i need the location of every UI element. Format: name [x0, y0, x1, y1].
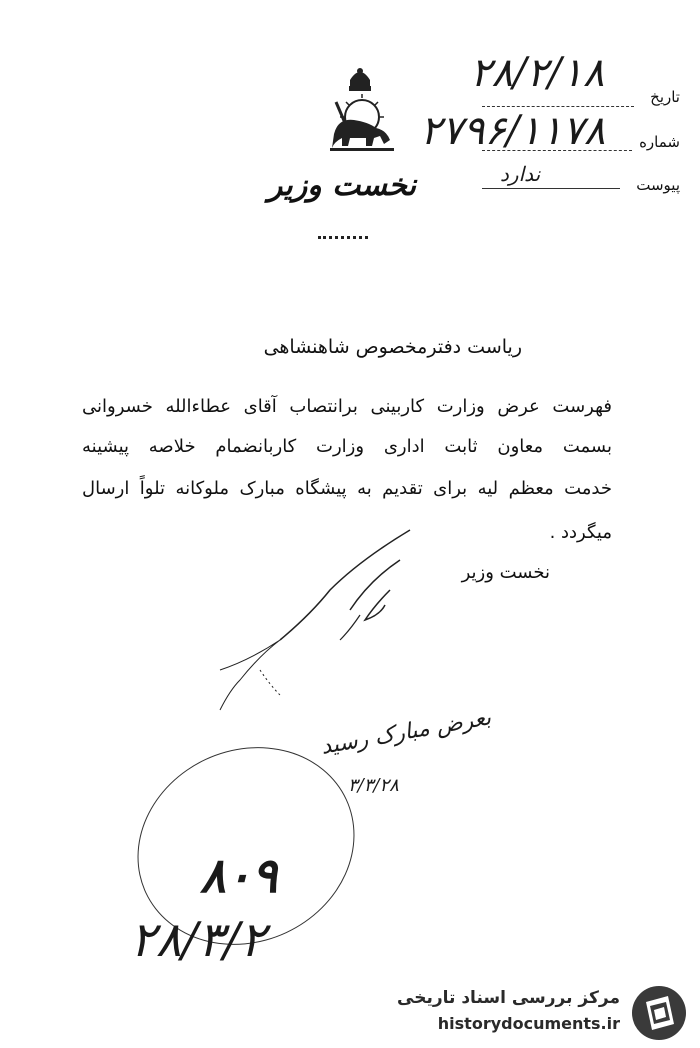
marginal-date: ۳/۳/۲۸ — [348, 775, 399, 796]
date-label: تاریخ — [650, 88, 680, 106]
archive-number: ۲۸/۳/۲ — [130, 912, 266, 968]
marginal-note: بعرض مبارک رسید — [319, 705, 494, 760]
footer-org-name: مرکز بررسی اسناد تاریخی — [397, 988, 620, 1008]
number-handwritten: ۲۷۹۶/۱۱۷۸ — [420, 108, 606, 154]
body-line-3: خدمت معظم لیه برای تقدیم به پیشگاه مبارک ملوکانه تلواً ارسال — [82, 478, 612, 499]
stamp-number: ۸۰۹ — [200, 848, 278, 904]
date-line — [482, 106, 634, 107]
title-dots — [318, 236, 368, 243]
office-title: نخست وزیر — [267, 168, 417, 203]
signature-title: نخست وزیر — [461, 562, 550, 583]
date-handwritten: ۲۸/۲/۱۸ — [470, 50, 605, 96]
number-label: شماره — [639, 133, 680, 151]
attachment-line — [482, 188, 620, 189]
body-line-4: میگردد . — [549, 522, 612, 543]
recipient-line: ریاست دفترمخصوص شاهنشاهی — [263, 336, 522, 358]
handwritten-signature — [160, 520, 440, 720]
attachment-handwritten: ندارد — [500, 162, 541, 186]
archive-logo — [630, 984, 688, 1042]
body-line-1: فهرست عرض وزارت کاربینی برانتصاب آقای عطاءالله خسروانی — [82, 396, 612, 417]
lion-and-sun-emblem — [320, 62, 400, 152]
footer-website: historydocuments.ir — [437, 1014, 620, 1033]
body-line-2: بسمت معاون ثابت اداری وزارت کاربانضمام خلاصه پیشینه — [82, 436, 612, 457]
attachment-label: پیوست — [636, 176, 680, 194]
